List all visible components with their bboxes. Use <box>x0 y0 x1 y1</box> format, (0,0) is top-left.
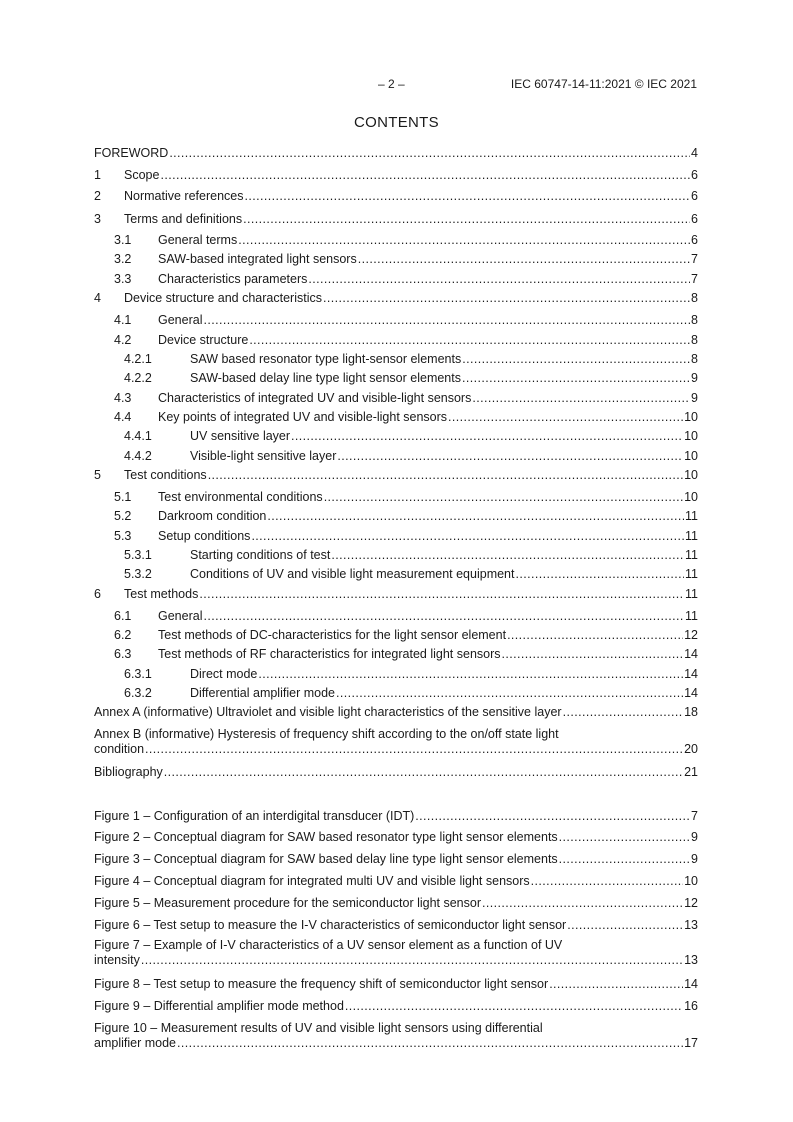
leader-dots <box>177 1036 683 1051</box>
toc-number: 4.4.1 <box>124 429 152 443</box>
leader-dots <box>258 667 683 682</box>
toc-number: 4.4.2 <box>124 449 152 463</box>
toc-label-line2-row <box>94 742 698 757</box>
toc-label: Key points of integrated UV and visible-light sensors <box>158 410 448 424</box>
toc-label: Visible-light sensitive layer <box>190 449 337 463</box>
leader-dots <box>462 352 690 367</box>
toc-label: UV sensitive layer <box>190 429 291 443</box>
toc-label: Scope <box>124 168 160 182</box>
toc-page: 10 <box>684 468 698 482</box>
toc-entry-4-4-1[interactable] <box>94 429 698 444</box>
leader-dots <box>324 490 683 505</box>
leader-dots <box>291 429 683 444</box>
toc-label: SAW-based delay line type light sensor elements <box>190 371 461 385</box>
toc-number: 4.3 <box>114 391 132 405</box>
toc-page: 4 <box>691 146 698 160</box>
toc-entry-2[interactable] <box>94 189 698 204</box>
toc-entry-annex-b[interactable] <box>94 727 698 757</box>
toc-number: 1 <box>94 168 101 182</box>
toc-number: 6.2 <box>114 628 132 642</box>
toc-number: 3.3 <box>114 272 132 286</box>
figure-label-line2-row <box>94 1036 698 1051</box>
toc-entry-foreword[interactable] <box>94 146 698 161</box>
toc-label: SAW based resonator type light-sensor elements <box>190 352 462 366</box>
toc-number: 6.3.2 <box>124 686 152 700</box>
toc-label: General <box>158 609 203 623</box>
toc-page: 14 <box>684 686 698 700</box>
leader-dots <box>199 587 684 602</box>
figure-page: 13 <box>684 953 698 967</box>
toc-page: 8 <box>691 333 698 347</box>
leader-dots <box>345 999 683 1014</box>
leader-dots <box>502 647 684 662</box>
leader-dots <box>531 874 683 889</box>
toc-page: 8 <box>691 352 698 366</box>
toc-page: 11 <box>685 548 698 562</box>
leader-dots <box>563 705 684 720</box>
toc-entry-4-3[interactable] <box>94 391 698 406</box>
toc-number: 4.2 <box>114 333 132 347</box>
toc-number: 6.3.1 <box>124 667 152 681</box>
toc-label: General <box>158 313 203 327</box>
figure-label: Figure 3 – Conceptual diagram for SAW based delay line type light sensor elements <box>94 852 558 866</box>
leader-dots <box>482 896 683 911</box>
toc-number: 4.2.2 <box>124 371 152 385</box>
toc-entry-5-1[interactable] <box>94 490 698 505</box>
figure-entry-8[interactable] <box>94 977 698 992</box>
toc-entry-4-1[interactable] <box>94 313 698 328</box>
figure-label: Figure 8 – Test setup to measure the frequency shift of semiconductor light sensor <box>94 977 549 991</box>
figure-page: 7 <box>691 809 698 823</box>
figure-entry-10[interactable] <box>94 1021 698 1051</box>
figure-label-line2-row <box>94 953 698 968</box>
toc-page: 7 <box>691 272 698 286</box>
toc-page: 10 <box>684 449 698 463</box>
toc-label: Device structure and characteristics <box>124 291 322 305</box>
toc-label: Test methods <box>124 587 199 601</box>
toc-page: 11 <box>685 509 698 523</box>
toc-entry-6-3-1[interactable] <box>94 667 698 682</box>
toc-entry-5-3[interactable] <box>94 529 698 544</box>
toc-label: Device structure <box>158 333 249 347</box>
leader-dots <box>208 468 683 483</box>
toc-number: 2 <box>94 189 101 203</box>
toc-label: FOREWORD <box>94 146 169 160</box>
toc-number: 3.1 <box>114 233 132 247</box>
leader-dots <box>238 233 690 248</box>
leader-dots <box>567 918 683 933</box>
toc-entry-6-3[interactable] <box>94 647 698 662</box>
toc-label: Direct mode <box>190 667 258 681</box>
toc-page: 6 <box>691 168 698 182</box>
figure-page: 10 <box>684 874 698 888</box>
toc-entry-5[interactable] <box>94 468 698 483</box>
figure-page: 14 <box>684 977 698 991</box>
leader-dots <box>549 977 683 992</box>
leader-dots <box>203 313 690 328</box>
page-title: CONTENTS <box>354 114 439 131</box>
leader-dots <box>245 189 691 204</box>
page-header <box>0 77 793 93</box>
toc-number: 4.4 <box>114 410 132 424</box>
toc-number: 5.3.1 <box>124 548 152 562</box>
leader-dots <box>203 609 684 624</box>
leader-dots <box>559 852 690 867</box>
toc-number: 4 <box>94 291 101 305</box>
toc-entry-3-2[interactable] <box>94 252 698 267</box>
toc-entry-6-3-2[interactable] <box>94 686 698 701</box>
figure-label-line2: intensity <box>94 953 140 967</box>
toc-number: 5.3 <box>114 529 132 543</box>
toc-page: 8 <box>691 291 698 305</box>
leader-dots <box>145 742 683 757</box>
toc-number: 6 <box>94 587 101 601</box>
figure-entry-6[interactable] <box>94 918 698 933</box>
figure-page: 16 <box>684 999 698 1013</box>
leader-dots <box>358 252 690 267</box>
toc-label-line1: Annex B (informative) Hysteresis of frequency shift according to the on/off state light <box>94 727 559 741</box>
toc-page: 12 <box>684 628 698 642</box>
leader-dots <box>462 371 690 386</box>
toc-label: Test methods of RF characteristics for integrated light sensors <box>158 647 501 661</box>
leader-dots <box>515 567 684 582</box>
leader-dots <box>308 272 690 287</box>
leader-dots <box>472 391 690 406</box>
toc-entry-6-1[interactable] <box>94 609 698 624</box>
toc-label: SAW-based integrated light sensors <box>158 252 357 266</box>
figure-entry-2[interactable] <box>94 830 698 845</box>
toc-entry-3[interactable] <box>94 212 698 227</box>
toc-entry-annex-a[interactable] <box>94 705 698 720</box>
leader-dots <box>164 765 683 780</box>
toc-label: Normative references <box>124 189 244 203</box>
toc-label: Characteristics of integrated UV and visible-light sensors <box>158 391 472 405</box>
leader-dots <box>249 333 690 348</box>
figure-page: 13 <box>684 918 698 932</box>
toc-number: 3 <box>94 212 101 226</box>
toc-page: 11 <box>685 529 698 543</box>
toc-entry-6[interactable] <box>94 587 698 602</box>
toc-number: 5.2 <box>114 509 132 523</box>
toc-page: 9 <box>691 391 698 405</box>
toc-page: 14 <box>684 667 698 681</box>
figure-entry-1[interactable] <box>94 809 698 824</box>
toc-page: 11 <box>685 609 698 623</box>
figure-label: Figure 6 – Test setup to measure the I-V characteristics of semiconductor light sensor <box>94 918 567 932</box>
leader-dots <box>415 809 690 824</box>
toc-page: 10 <box>684 410 698 424</box>
toc-number: 6.1 <box>114 609 132 623</box>
leader-dots <box>448 410 683 425</box>
leader-dots <box>323 291 690 306</box>
toc-label: Starting conditions of test <box>190 548 331 562</box>
document-id: IEC 60747-14-11:2021 © IEC 2021 <box>510 77 697 91</box>
toc-number: 3.2 <box>114 252 132 266</box>
leader-dots <box>507 628 683 643</box>
toc-label: Conditions of UV and visible light measurement equipment <box>190 567 515 581</box>
toc-entry-4-4-2[interactable] <box>94 449 698 464</box>
leader-dots <box>141 953 683 968</box>
toc-label: Annex A (informative) Ultraviolet and visible light characteristics of the sensitive layer <box>94 705 562 719</box>
toc-page: 6 <box>691 233 698 247</box>
toc-page: 7 <box>691 252 698 266</box>
figure-label: Figure 5 – Measurement procedure for the semiconductor light sensor <box>94 896 481 910</box>
toc-number: 6.3 <box>114 647 132 661</box>
toc-label: Test methods of DC-characteristics for the light sensor element <box>158 628 507 642</box>
toc-label: Bibliography <box>94 765 163 779</box>
leader-dots <box>251 529 684 544</box>
toc-entry-5-2[interactable] <box>94 509 698 524</box>
toc-page: 9 <box>691 371 698 385</box>
figure-page: 9 <box>691 830 698 844</box>
figure-page: 17 <box>684 1036 698 1050</box>
leader-dots <box>267 509 684 524</box>
figure-label: Figure 4 – Conceptual diagram for integrated multi UV and visible light sensors <box>94 874 530 888</box>
figure-label: Figure 1 – Configuration of an interdigital transducer (IDT) <box>94 809 415 823</box>
leader-dots <box>243 212 690 227</box>
toc-page: 11 <box>685 567 698 581</box>
toc-number: 4.2.1 <box>124 352 152 366</box>
page-number: – 2 – <box>378 77 405 91</box>
figure-entry-4[interactable] <box>94 874 698 889</box>
toc-page: 21 <box>684 765 698 779</box>
toc-entry-4-2-1[interactable] <box>94 352 698 367</box>
toc-page: 18 <box>684 705 698 719</box>
leader-dots <box>169 146 690 161</box>
toc-label: General terms <box>158 233 238 247</box>
toc-number: 5.3.2 <box>124 567 152 581</box>
toc-page: 10 <box>684 429 698 443</box>
toc-label-line2: condition <box>94 742 145 756</box>
toc-entry-3-3[interactable] <box>94 272 698 287</box>
figure-page: 9 <box>691 852 698 866</box>
toc-entry-4-4[interactable] <box>94 410 698 425</box>
toc-entry-4-2[interactable] <box>94 333 698 348</box>
figure-label-line2: amplifier mode <box>94 1036 176 1050</box>
leader-dots <box>336 686 683 701</box>
leader-dots <box>559 830 690 845</box>
toc-page: 8 <box>691 313 698 327</box>
figure-label-line1: Figure 10 – Measurement results of UV and visible light sensors using differential <box>94 1021 543 1035</box>
leader-dots <box>160 168 690 183</box>
toc-entry-5-3-2[interactable] <box>94 567 698 582</box>
toc-page: 14 <box>684 647 698 661</box>
toc-entry-3-1[interactable] <box>94 233 698 248</box>
toc-page: 6 <box>691 212 698 226</box>
toc-page: 6 <box>691 189 698 203</box>
toc-label: Differential amplifier mode <box>190 686 335 700</box>
toc-label: Characteristics parameters <box>158 272 308 286</box>
toc-entry-bibliography[interactable] <box>94 765 698 780</box>
toc-number: 5 <box>94 468 101 482</box>
figure-label: Figure 9 – Differential amplifier mode method <box>94 999 344 1013</box>
toc-entry-5-3-1[interactable] <box>94 548 698 563</box>
toc-entry-4-2-2[interactable] <box>94 371 698 386</box>
toc-number: 5.1 <box>114 490 132 504</box>
toc-page: 20 <box>684 742 698 756</box>
toc-page: 11 <box>685 587 698 601</box>
leader-dots <box>331 548 684 563</box>
figure-label-line1: Figure 7 – Example of I-V characteristics of a UV sensor element as a function of UV <box>94 938 563 952</box>
toc-label: Setup conditions <box>158 529 251 543</box>
figure-entry-5[interactable] <box>94 896 698 911</box>
toc-label: Terms and definitions <box>124 212 243 226</box>
toc-entry-4[interactable] <box>94 291 698 306</box>
leader-dots <box>337 449 683 464</box>
figure-page: 12 <box>684 896 698 910</box>
toc-label: Test conditions <box>124 468 207 482</box>
toc-entry-6-2[interactable] <box>94 628 698 643</box>
toc-label: Darkroom condition <box>158 509 267 523</box>
toc-entry-1[interactable] <box>94 168 698 183</box>
figure-label: Figure 2 – Conceptual diagram for SAW based resonator type light sensor elements <box>94 830 558 844</box>
figure-entry-7[interactable] <box>94 938 698 968</box>
toc-label: Test environmental conditions <box>158 490 323 504</box>
figure-entry-9[interactable] <box>94 999 698 1014</box>
figure-entry-3[interactable] <box>94 852 698 867</box>
toc-number: 4.1 <box>114 313 132 327</box>
toc-page: 10 <box>684 490 698 504</box>
